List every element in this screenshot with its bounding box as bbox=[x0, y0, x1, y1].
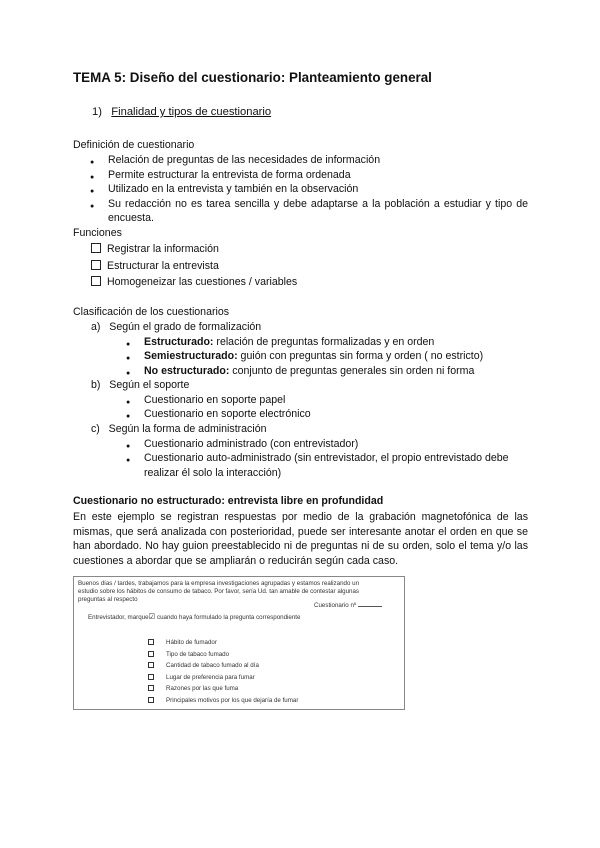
classification-group-b bbox=[91, 378, 189, 393]
questionnaire-figure bbox=[73, 576, 405, 710]
figure-topic: Tipo de tabaco fumado bbox=[148, 651, 229, 658]
group-label: Según el soporte bbox=[109, 379, 190, 391]
definition-bullet: ● Relación de preguntas de las necesidades de información bbox=[108, 153, 380, 168]
group-marker: c) bbox=[91, 423, 100, 435]
figure-topic: Cantidad de tabaco fumado al día bbox=[148, 662, 259, 669]
function-item bbox=[91, 275, 297, 290]
section-label: Finalidad y tipos de cuestionario bbox=[111, 106, 272, 118]
function-item-label: Registrar la información bbox=[107, 243, 219, 255]
questionnaire-number: Cuestionario nº bbox=[314, 601, 382, 609]
classification-item: ● Semiestructurado: guión con preguntas sin forma y orden ( no estricto) bbox=[144, 349, 483, 364]
classification-item: ● Cuestionario en soporte electrónico bbox=[144, 407, 311, 422]
classification-group-c bbox=[91, 422, 267, 437]
checkbox-icon bbox=[91, 260, 101, 270]
checkbox-icon bbox=[148, 674, 154, 680]
checkbox-icon bbox=[91, 243, 101, 253]
classification-heading: Clasificación de los cuestionarios bbox=[73, 306, 230, 318]
interviewer-note: Entrevistador, marque☑ cuando haya formulado la pregunta correspondiente bbox=[88, 612, 301, 621]
classification-item: ● Cuestionario administrado (con entrevistador) bbox=[144, 437, 358, 452]
figure-intro-line: preguntas al respecto bbox=[78, 596, 138, 603]
definition-bullet: ● Su redacción no es tarea sencilla y debe adaptarse a la población a estudiar y tipo de encuesta. bbox=[108, 197, 528, 226]
checkbox-icon bbox=[148, 662, 154, 668]
function-item-label: Homogeneizar las cuestiones / variables bbox=[107, 276, 298, 288]
checkbox-icon bbox=[148, 697, 154, 703]
figure-topic: Razones por las que fuma bbox=[148, 685, 238, 692]
classification-item: ● Estructurado: relación de preguntas formalizadas y en orden bbox=[144, 335, 434, 350]
unstructured-heading: Cuestionario no estructurado: entrevista libre en profundidad bbox=[73, 495, 384, 507]
checkbox-icon bbox=[148, 651, 154, 657]
functions-heading: Funciones bbox=[73, 227, 122, 239]
checkbox-icon bbox=[148, 639, 154, 645]
classification-item: ● No estructurado: conjunto de preguntas generales sin orden ni forma bbox=[144, 364, 474, 379]
figure-topic: Principales motivos por los que dejaría de fumar bbox=[148, 697, 298, 704]
figure-topic: Lugar de preferencia para fumar bbox=[148, 674, 255, 681]
figure-intro-line: estudio sobre los hábitos de consumo de tabaco. Por favor, sería Ud. tan amable de contestar algunas bbox=[78, 588, 360, 595]
figure-topic: Hábito de fumador bbox=[148, 639, 217, 646]
group-marker: b) bbox=[91, 379, 101, 391]
group-marker: a) bbox=[91, 321, 101, 333]
definition-bullet: ● Permite estructurar la entrevista de forma ordenada bbox=[108, 168, 351, 183]
classification-group-a bbox=[91, 320, 261, 335]
function-item bbox=[91, 242, 219, 257]
section-number: 1) bbox=[92, 106, 102, 118]
group-label: Según el grado de formalización bbox=[109, 321, 262, 333]
page-title: TEMA 5: Diseño del cuestionario: Planteamiento general bbox=[73, 70, 432, 85]
classification-item: ● Cuestionario auto-administrado (sin entrevistador, el propio entrevistado debe realizar él solo la interacción) bbox=[144, 451, 528, 480]
checkbox-icon bbox=[148, 685, 154, 691]
definition-bullet: ● Utilizado en la entrevista y también en la observación bbox=[108, 182, 358, 197]
group-label: Según la forma de administración bbox=[108, 423, 267, 435]
unstructured-paragraph: En este ejemplo se registran respuestas por medio de la grabación magnetofónica de las mismas, que será analizada con posterioridad, puede ser interesante anotar el orden en que se han abordado. No hay guion preestablecido ni de preguntas ni de su orden, solo el tema y/o las cuestiones a abordar que se ampliarán o reducirán según cada caso. bbox=[73, 511, 528, 567]
definition-heading: Definición de cuestionario bbox=[73, 139, 195, 151]
figure-intro-line: Buenos días / tardes, trabajamos para la empresa investigaciones agrupadas y estamos realizando un bbox=[78, 580, 360, 587]
checked-box-icon: ☑ bbox=[148, 612, 156, 621]
classification-item: ● Cuestionario en soporte papel bbox=[144, 393, 285, 408]
section-heading-1 bbox=[92, 106, 271, 118]
function-item bbox=[91, 259, 219, 274]
checkbox-icon bbox=[91, 276, 101, 286]
function-item-label: Estructurar la entrevista bbox=[107, 260, 219, 272]
